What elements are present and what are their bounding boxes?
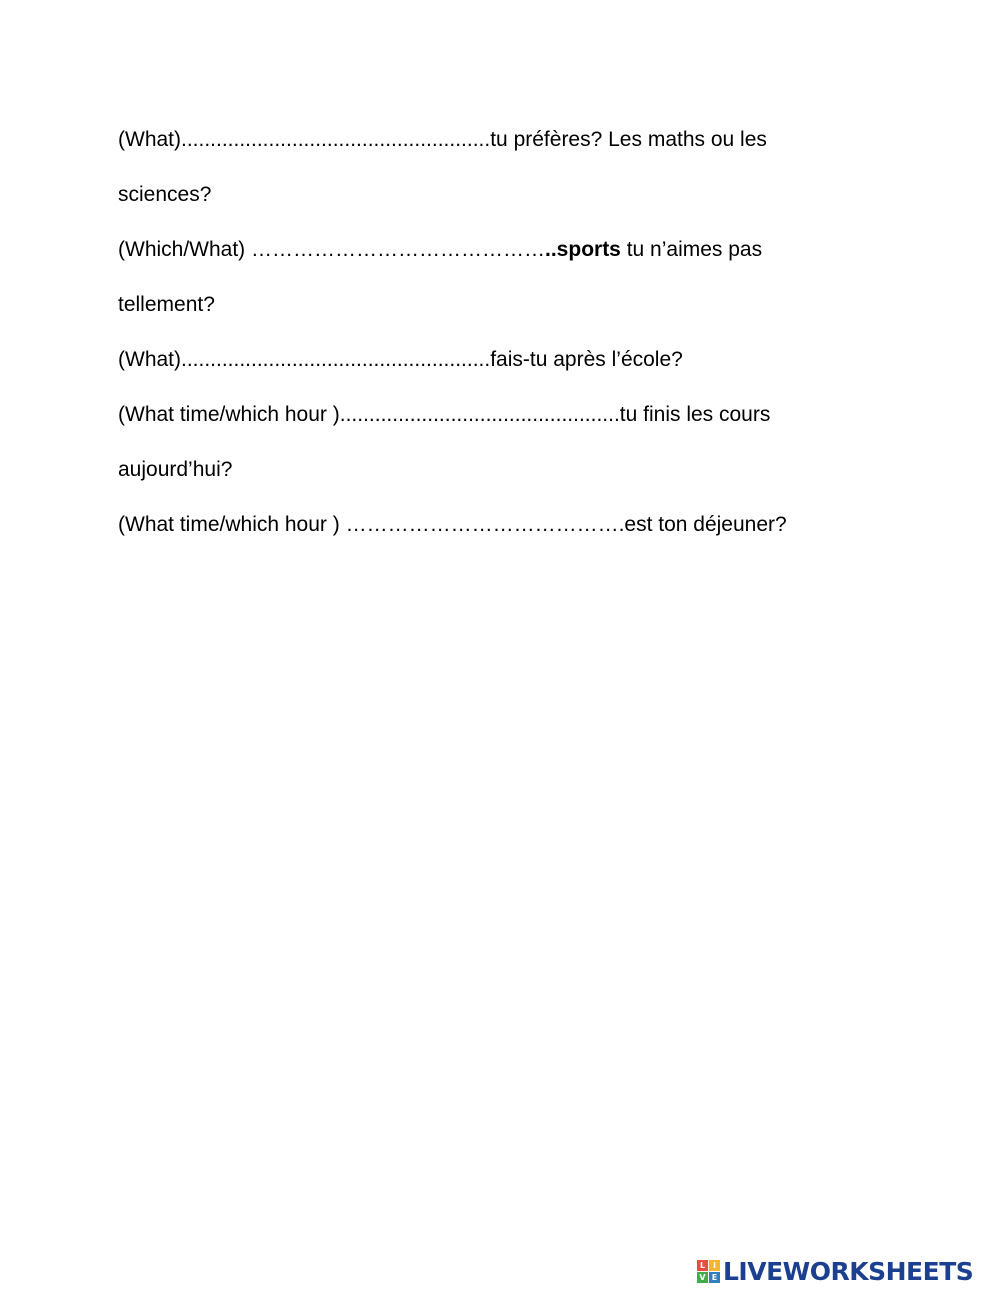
logo-mark-cell: I <box>709 1260 720 1271</box>
question-line-2-bold-word: ..sports <box>545 238 621 261</box>
logo-mark-cell: V <box>697 1272 708 1283</box>
liveworksheets-logo <box>697 1256 973 1286</box>
question-line-2 <box>118 222 878 277</box>
worksheet-body <box>118 112 878 552</box>
question-line-1-continued: sciences? <box>118 183 212 206</box>
question-line-4-continued: aujourd’hui? <box>118 458 233 481</box>
question-line-2-suffix: tu n’aimes pas <box>620 238 763 261</box>
question-line-5: (What time/which hour ) ………………………………….est ton déjeuner? <box>118 513 787 536</box>
logo-mark-icon <box>697 1260 720 1283</box>
question-line-1: (What).....................................................tu préfères? Les maths ou les <box>118 128 767 151</box>
question-line-2-continued: tellement? <box>118 293 215 316</box>
logo-mark-cell: L <box>697 1260 708 1271</box>
logo-wordmark: LIVEWORKSHEETS <box>723 1256 974 1286</box>
question-line-4: (What time/which hour )................................................tu finis les cours <box>118 403 771 426</box>
question-line-3: (What).....................................................fais-tu après l’école? <box>118 348 683 371</box>
question-line-2-prefix: (Which/What) …………………………………… <box>118 238 546 261</box>
logo-mark-cell: E <box>709 1272 720 1283</box>
